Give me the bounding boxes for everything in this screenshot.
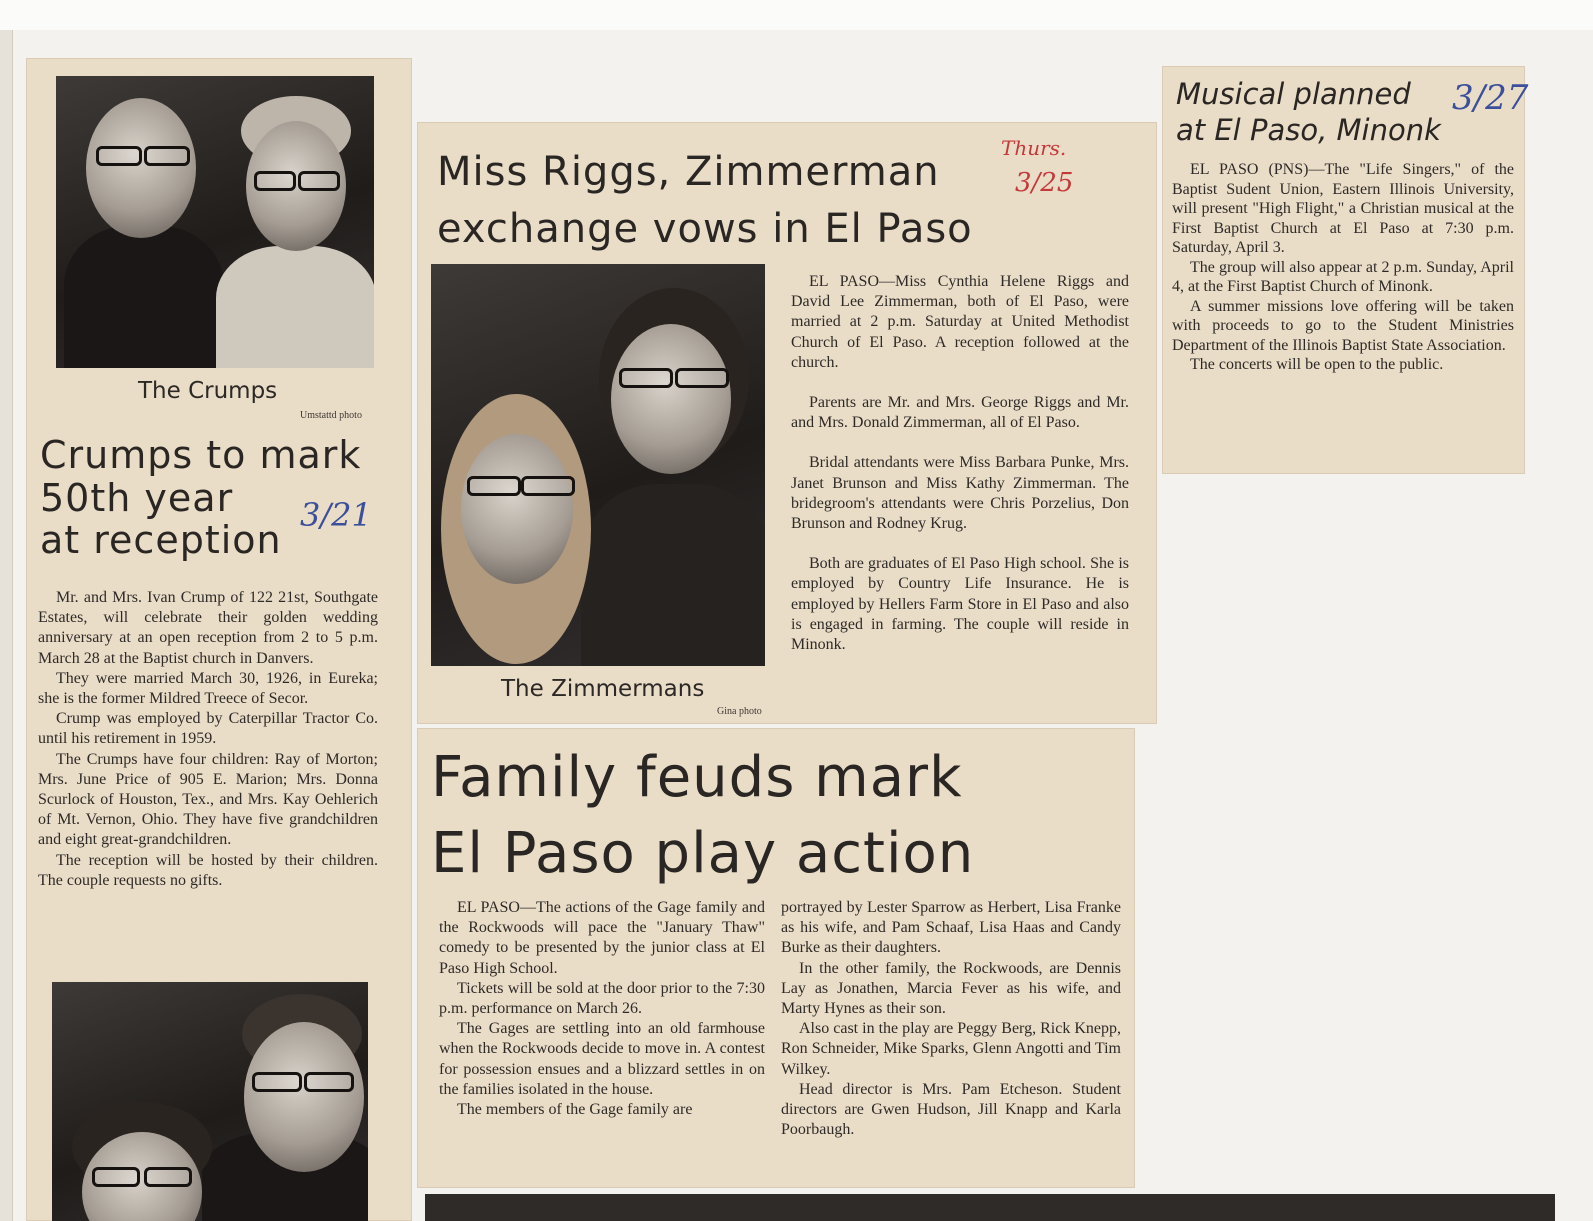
musical-article-body <box>1172 160 1514 375</box>
musical-paragraph: A summer missions love offering will be taken with proceeds to go to the Student Ministries Department of the Illinois Baptist State Association. <box>1172 297 1514 354</box>
wedding-clipping <box>417 122 1157 724</box>
musical-paragraph: The concerts will be open to the public. <box>1190 356 1444 373</box>
feuds-paragraph: Head director is Mrs. Pam Etcheson. Student directors are Gwen Hudson, Jill Knapp and Karla Poorbaugh. <box>781 1080 1121 1139</box>
wedding-headline-line2: exchange vows in El Paso <box>437 206 973 252</box>
crumps-paragraph: Crump was employed by Caterpillar Tractor Co. until his retirement in 1959. <box>38 710 378 748</box>
crumps-headline-line1: Crumps to mark <box>40 433 362 477</box>
crumps-paragraph: The Crumps have four children: Ray of Morton; Mrs. June Price of 905 E. Marion; Mrs. Donna Scurlock of Houston, Tex., and Mrs. Kay Oehlerich of Mt. Vernon, Ohio. They have five grandchildren and eight great-grandchildren. <box>38 750 378 849</box>
crumps-handwritten-date: 3/21 <box>300 496 372 534</box>
feuds-paragraph: portrayed by Lester Sparrow as Herbert, Lisa Franke as his wife, and Pam Schaaf, Lisa Haas and Candy Burke as their daughters. <box>781 899 1121 957</box>
crumps-photo <box>56 76 374 368</box>
wedding-paragraph: Parents are Mr. and Mrs. George Riggs and Mr. and Mrs. Donald Zimmerman, all of El Paso. <box>791 394 1129 432</box>
wedding-paragraph: Bridal attendants were Miss Barbara Punke, Mrs. Janet Brunson and Miss Kathy Zimmerman. The bridegroom's attendants were Chris Porzelius, Don Brunson and Rodney Krug. <box>791 454 1129 533</box>
feuds-headline-line2: El Paso play action <box>431 821 975 886</box>
zimmermans-photo <box>431 264 765 666</box>
feuds-paragraph: EL PASO—The actions of the Gage family and the Rockwoods will pace the "January Thaw" comedy to be presented by the junior class at El Paso High School. <box>439 899 765 977</box>
feuds-paragraph: The members of the Gage family are <box>457 1101 693 1119</box>
zimmermans-photo-credit: Gina photo <box>717 706 762 717</box>
feuds-headline-line1: Family feuds mark <box>431 745 963 810</box>
musical-clipping <box>1162 66 1529 474</box>
feuds-column-1 <box>439 898 765 1120</box>
crumps-headline-line3: at reception <box>40 518 282 563</box>
wedding-handwritten-day: Thurs. <box>1001 136 1067 160</box>
feuds-column-2 <box>781 898 1121 1140</box>
feuds-clipping <box>417 728 1135 1188</box>
musical-headline <box>1176 76 1441 148</box>
bottom-couple-photo <box>52 982 368 1221</box>
musical-paragraph: EL PASO (PNS)—The "Life Singers," of the Baptist Sudent Union, Eastern Illinois University, will present "High Flight," a Christian musical at the First Baptist Church at El Paso at 7:30 p.m. Saturday, April 3. <box>1172 161 1514 256</box>
feuds-paragraph: Also cast in the play are Peggy Berg, Rick Knepp, Ron Schneider, Mike Sparks, Glenn Angotti and Tim Wilkey. <box>781 1020 1121 1078</box>
feuds-paragraph: In the other family, the Rockwoods, are Dennis Lay as Jonathen, Marcia Fever as his wife, and Marty Hynes as their son. <box>781 959 1121 1018</box>
crumps-photo-credit: Umstattd photo <box>300 410 362 421</box>
zimmermans-photo-caption: The Zimmermans <box>501 676 705 702</box>
musical-handwritten-date: 3/27 <box>1452 78 1529 118</box>
crumps-headline-line2: 50th year <box>40 475 234 520</box>
crumps-clipping <box>26 58 412 1221</box>
bottom-partial-clipping <box>425 1194 1555 1221</box>
crumps-photo-caption: The Crumps <box>138 378 278 404</box>
wedding-article-body <box>791 272 1129 655</box>
crumps-paragraph: Mr. and Mrs. Ivan Crump of 122 21st, Southgate Estates, will celebrate their golden wedding anniversary at an open reception from 2 to 5 p.m. March 28 at the Baptist church in Danvers. <box>38 589 378 667</box>
feuds-paragraph: Tickets will be sold at the door prior to the 7:30 p.m. performance on March 26. <box>439 979 765 1018</box>
scrapbook-page-edge <box>0 30 13 1221</box>
feuds-headline <box>431 740 974 892</box>
wedding-headline <box>437 144 973 258</box>
wedding-headline-line1: Miss Riggs, Zimmerman <box>437 149 940 195</box>
musical-paragraph: The group will also appear at 2 p.m. Sunday, April 4, at the First Baptist Church of Minonk. <box>1172 258 1514 295</box>
crumps-paragraph: They were married March 30, 1926, in Eureka; she is the former Mildred Treece of Secor. <box>38 669 378 708</box>
musical-headline-line1: Musical planned <box>1176 77 1411 111</box>
crumps-article-body <box>38 588 378 891</box>
musical-headline-line2: at El Paso, Minonk <box>1176 113 1441 147</box>
page-top-margin <box>0 0 1593 30</box>
feuds-paragraph: The Gages are settling into an old farmhouse when the Rockwoods decide to move in. A contest for possession ensues and a blizzard settles in on the families isolated in the house. <box>439 1020 765 1098</box>
wedding-paragraph: EL PASO—Miss Cynthia Helene Riggs and David Lee Zimmerman, both of El Paso, were married at 2 p.m. Saturday at United Methodist Church of El Paso. A reception followed at the church. <box>791 273 1129 371</box>
wedding-paragraph: Both are graduates of El Paso High school. She is employed by Country Life Insurance. He is employed by Hellers Farm Store in El Paso and also is engaged in farming. The couple will reside in Minonk. <box>791 555 1129 654</box>
wedding-handwritten-date: 3/25 <box>1015 168 1074 198</box>
crumps-paragraph: The reception will be hosted by their children. The couple requests no gifts. <box>38 851 378 889</box>
